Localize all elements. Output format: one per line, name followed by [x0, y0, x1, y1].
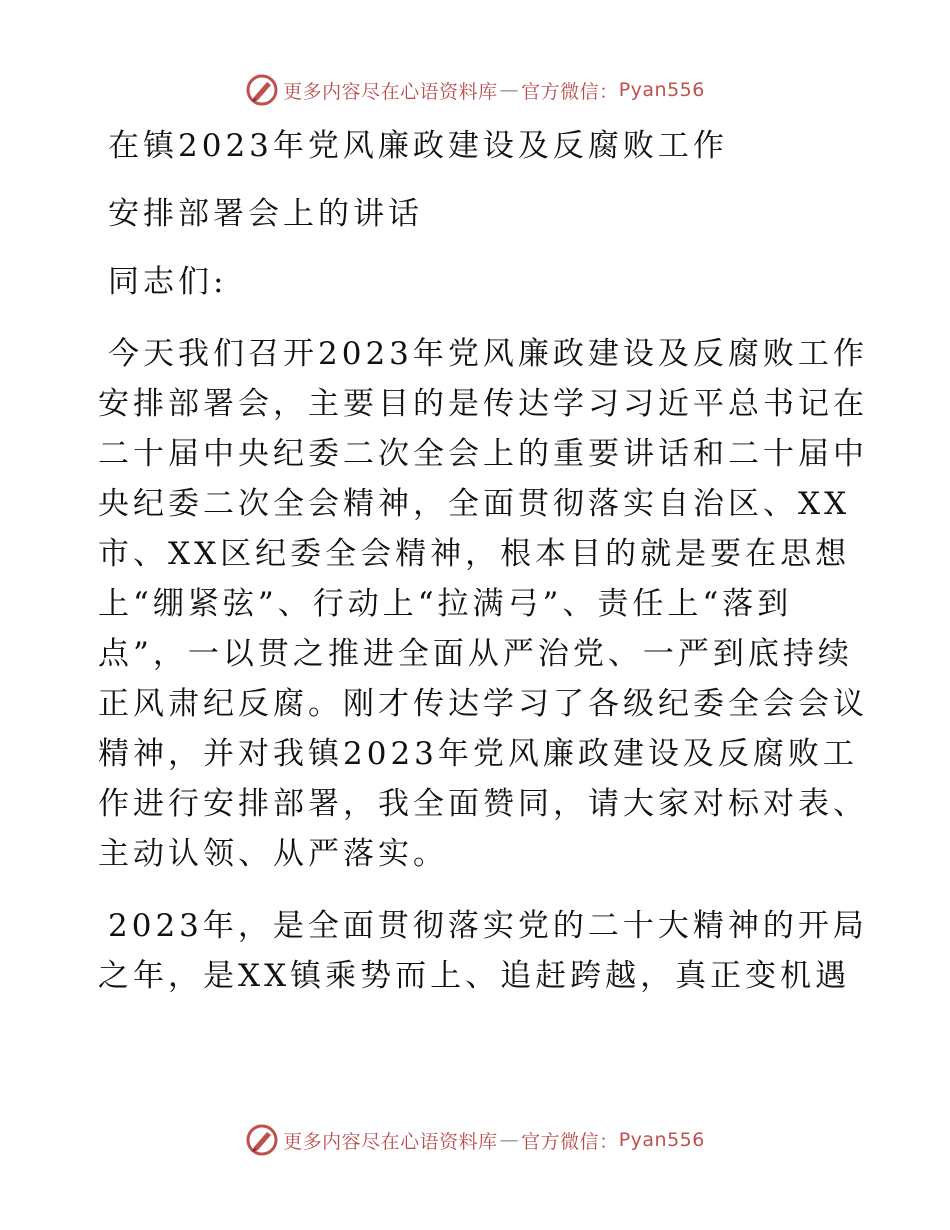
paragraph-line: 上“绷紧弦”、行动上“拉满弓”、责任上“落到 [98, 586, 793, 622]
paragraph-line: 安排部署会，主要目的是传达学习习近平总书记在 [98, 386, 868, 422]
paragraph-line: 作进行安排部署，我全面赞同，请大家对标对表、 [98, 786, 868, 822]
paragraph-line: 正风肃纪反腐。刚才传达学习了各级纪委全会会议 [98, 686, 868, 722]
paragraph-line: 之年，是XX镇乘势而上、追赶跨越，真正变机遇 [98, 958, 851, 994]
pen-seal-icon [245, 73, 279, 107]
paragraph-1 [98, 329, 868, 879]
paragraph-line: 点”，一以贯之推进全面从严治党、一严到底持续 [98, 636, 853, 672]
paragraph-2 [98, 901, 868, 1001]
watermark-secondary-text: 官方微信： [521, 1130, 619, 1153]
watermark-footer [0, 1120, 950, 1160]
watermark-main-text: 更多内容尽在心语资料库 [283, 1130, 498, 1153]
document-body [98, 123, 868, 1023]
paragraph-line: 主动认领、从严落实。 [98, 836, 448, 872]
paragraph-line: 央纪委二次全会精神，全面贯彻落实自治区、XX [98, 486, 851, 522]
paragraph-line: 精神，并对我镇2023年党风廉政建设及反腐败工 [98, 736, 858, 772]
pen-seal-icon [245, 1123, 279, 1157]
watermark-separator: — [499, 79, 520, 101]
watermark-secondary-text: 官方微信： [521, 80, 619, 103]
watermark-wechat-id: Pyan556 [618, 79, 705, 101]
watermark-wechat-id: Pyan556 [618, 1129, 705, 1151]
salutation: 同志们: [108, 264, 228, 300]
watermark-separator: — [499, 1129, 520, 1151]
watermark-main-text: 更多内容尽在心语资料库 [283, 80, 498, 103]
document-title-line-1: 在镇2023年党风廉政建设及反腐败工作 [108, 128, 728, 164]
paragraph-line: 市、XX区纪委全会精神，根本目的就是要在思想 [98, 536, 851, 572]
paragraph-line: 今天我们召开2023年党风廉政建设及反腐败工作 [108, 336, 868, 372]
paragraph-line: 2023年，是全面贯彻落实党的二十大精神的开局 [108, 908, 868, 944]
watermark-header [0, 70, 950, 110]
document-title-line-2: 安排部署会上的讲话 [108, 196, 423, 232]
paragraph-line: 二十届中央纪委二次全会上的重要讲话和二十届中 [98, 436, 868, 472]
